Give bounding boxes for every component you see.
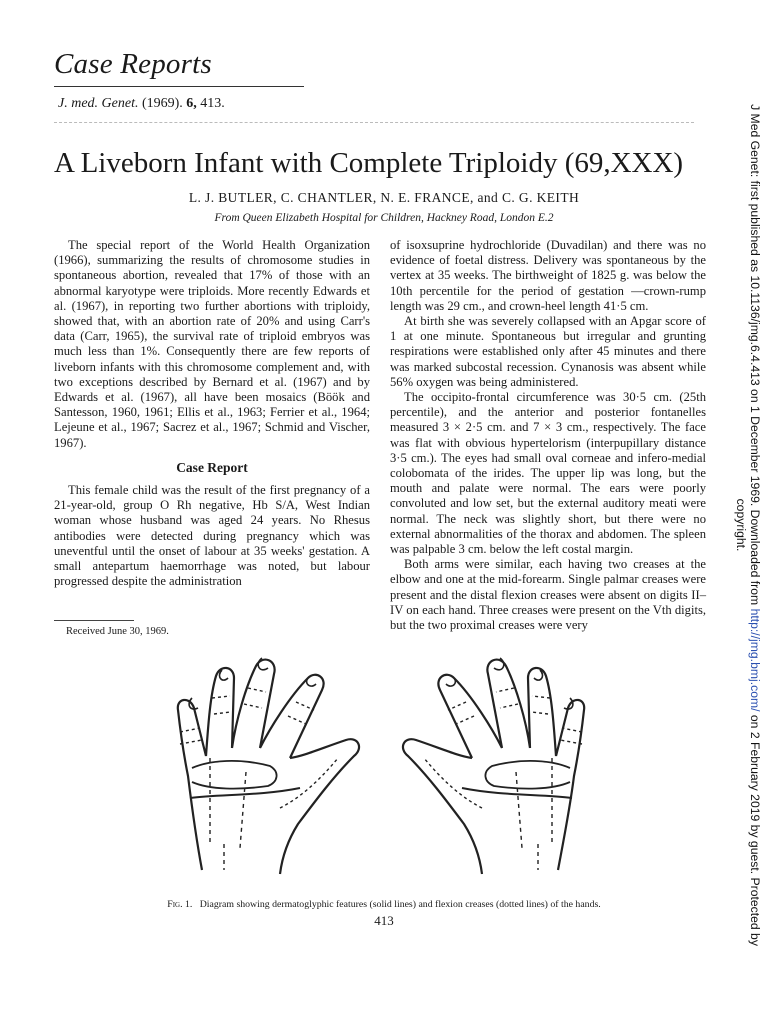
figure-caption — [0, 899, 768, 910]
side-note-line-2: copyright. — [734, 498, 748, 552]
article-affiliation: From Queen Elizabeth Hospital for Children, Hackney Road, London E.2 — [214, 212, 554, 224]
side-note-before: J Med Genet: first published as 10.1136/jmg.6.4.413 on 1 December 1969. Downloaded from — [748, 104, 762, 606]
article-authors: L. J. BUTLER, C. CHANTLER, N. E. FRANCE, and C. G. KEITH — [188, 190, 580, 205]
delivery-paragraph: of isoxsuprine hydrochloride (Duvadilan) and there was no evidence of foetal distress. Delivery was spontaneous by the vertex at 35 weeks. The birthweight of 1825 g. was below the 10th percentile for the period of gestation —crown-rump length was 29 cm., and crown-heel length 41·5 cm. — [390, 238, 706, 313]
journal-page: 413. — [200, 96, 225, 111]
received-date: Received June 30, 1969. — [66, 626, 169, 637]
side-copyright-note — [724, 30, 762, 1020]
case-paragraph: This female child was the result of the first pregnancy of a 21-year-old, group O Rh negative, Hb S/A, West Indian woman whose husband was aged 24 years. No Rhesus antibodies were detected during pregnancy which was uneventful until the onset of labour at 35 weeks' gestation. A small antepartum haemorrhage was noted, but labour progressed despite the administration — [54, 483, 370, 589]
right-hand-drawing — [403, 658, 584, 874]
hands-diagram — [150, 648, 630, 888]
case-report-heading: Case Report — [176, 459, 248, 475]
side-note-after: on 2 February 2019 by guest. Protected by — [748, 714, 762, 946]
journal-year: (1969). — [141, 96, 183, 111]
examination-paragraph: The occipito-frontal circumference was 30·5 cm. (25th percentile), and the anterior and posterior fontanelles measured 3 × 2·5 cm. and 7 × 3 cm., respectively. The face was flat with obvious hypertelorism (interpupillary distance 3·5 cm.). The eyes had small oval corneae and infero-medial colobomata of the irides. The upper lip was long, but the mouth and palate were normal. The ears were poorly convoluted and low set, but the external auditory meati were normal. The neck was slightly short, but there were no external abnormalities of the thorax and abdomen. The spleen was palpable 3 cm. below the left costal margin. — [390, 390, 706, 557]
side-note-line-1 — [748, 30, 762, 1020]
intro-paragraph: The special report of the World Health Organization (1966), summarizing the results of chromosome studies in spontaneous abortion, revealed that 17% of those with an abnormal karyotype were triploids. More recently Edwards et al. (1967), in reporting two further abortions with triploidy, showed that, with an abortion rate of 20% and using Carr's data (Carr, 1965), the survival rate of triploid embryos was much less than 1%. Consequently there are few reports of liveborn infants with this chromosome complement and, with two exceptions described by Bernard et al. (1967) and by Edwards et al. (1967), all have been mosaics (Böök and Santesson, 1960, 1961; Ellis et al., 1963; Ferrier et al., 1964; Lejeune et al., 1967; Sacrez et al., 1967; Schmid and Vischer, 1967). — [54, 238, 370, 450]
footnote-rule — [54, 620, 134, 621]
right-column — [390, 238, 706, 633]
left-hand-drawing — [178, 658, 359, 874]
birth-paragraph: At birth she was severely collapsed with an Apgar score of 1 at one minute. Spontaneous but irregular and grunting respirations were established only after 45 minutes and there was marked subcostal recession. Cynanosis was absent while 56% oxygen was being administered. — [390, 314, 706, 389]
figure-caption-text: Diagram showing dermatoglyphic features (solid lines) and flexion creases (dotted lines) of the hands. — [199, 899, 601, 910]
side-note-link[interactable]: http://jmg.bmj.com/ — [748, 608, 762, 712]
header-rule — [54, 86, 304, 87]
arms-paragraph: Both arms were similar, each having two creases at the elbow and one at the mid-forearm. Single palmar creases were present and the distal flexion creases were absent on digits II–IV on each hand. Three creases were present on the Vth digits, but the two proximal creases were very — [390, 557, 706, 633]
article-title: A Liveborn Infant with Complete Triploidy (69,XXX) — [54, 147, 684, 179]
title-rule — [54, 122, 694, 123]
journal-volume: 6, — [186, 96, 197, 111]
left-column — [54, 238, 370, 589]
page-number: 413 — [374, 913, 394, 928]
figure-label: Fig. 1. — [167, 899, 193, 910]
journal-name: J. med. Genet. — [58, 96, 139, 111]
section-title: Case Reports — [54, 48, 212, 80]
journal-citation — [58, 96, 225, 112]
